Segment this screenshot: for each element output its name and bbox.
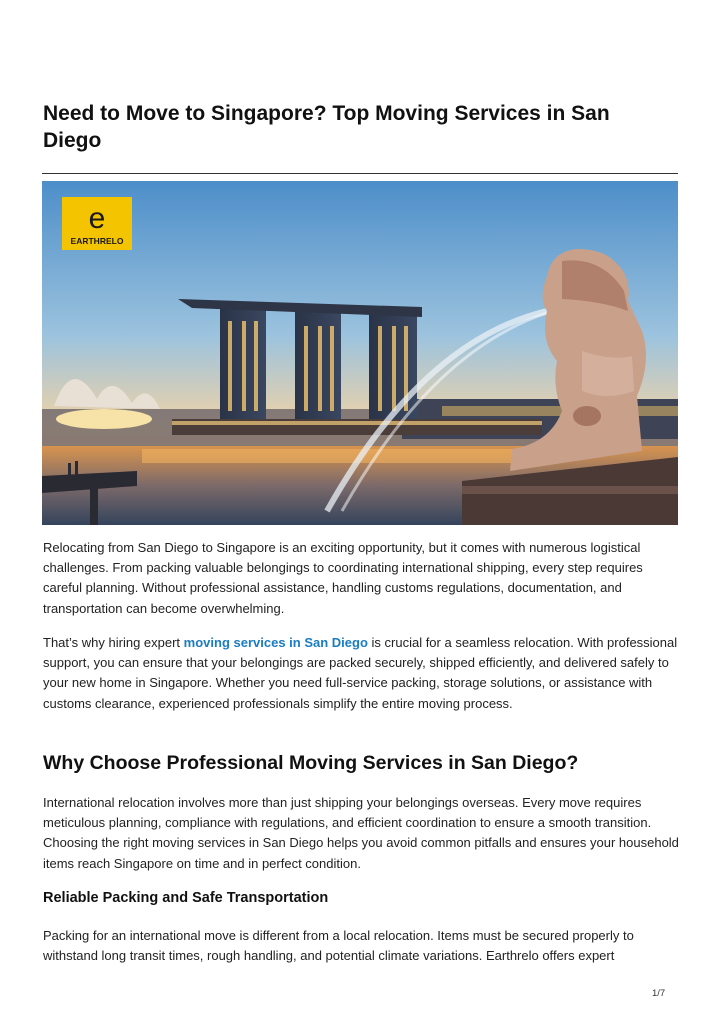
title-divider [42, 173, 678, 174]
page-number: 1/7 [652, 988, 666, 999]
packing-paragraph: Packing for an international move is different from a local relocation. Items must be secured properly to withstand long transit times, rough handling, and potential climate variations. Earthrelo offers expert [43, 928, 634, 964]
earthrelo-logo [62, 197, 132, 250]
section-heading: Why Choose Professional Moving Services in San Diego? [43, 752, 579, 774]
intro-paragraph: Relocating from San Diego to Singapore is an exciting opportunity, but it comes with numerous logistical challenges. From packing valuable belongings to coordinating international shipping, every step requires careful planning. Without professional assistance, handling customs regulations, documentation, and transportation can become overwhelming. [43, 540, 643, 616]
hero-image [42, 181, 678, 525]
logo-wordmark: EARTHRELO [70, 236, 124, 246]
why-choose-paragraph: International relocation involves more than just shipping your belongings overseas. Every move requires meticulous planning, compliance with regulations, and efficient coordination to ensure a smooth transition. Choosing the right moving services in San Diego helps you avoid common pitfalls and ensures your household items reach Singapore on time and in perfect condition. [43, 795, 679, 871]
services-paragraph [43, 633, 683, 714]
page-title: Need to Move to Singapore? Top Moving Services in San Diego [43, 102, 610, 152]
services-paragraph-rest: is crucial for a seamless relocation. With professional support, you can ensure that your belongings are packed securely, shipped efficiently, and delivered safely to your new home in Singapore. Whether you need full-service packing, storage solutions, or assistance with customs clearance, experienced professionals simplify the entire moving process. [43, 635, 678, 711]
singapore-skyline-illustration [42, 181, 678, 525]
services-paragraph-lead: That’s why hiring expert [43, 635, 184, 650]
subsection-heading: Reliable Packing and Safe Transportation [43, 890, 329, 906]
logo-letter: e [88, 202, 106, 235]
moving-services-link[interactable]: moving services in San Diego [183, 635, 368, 650]
